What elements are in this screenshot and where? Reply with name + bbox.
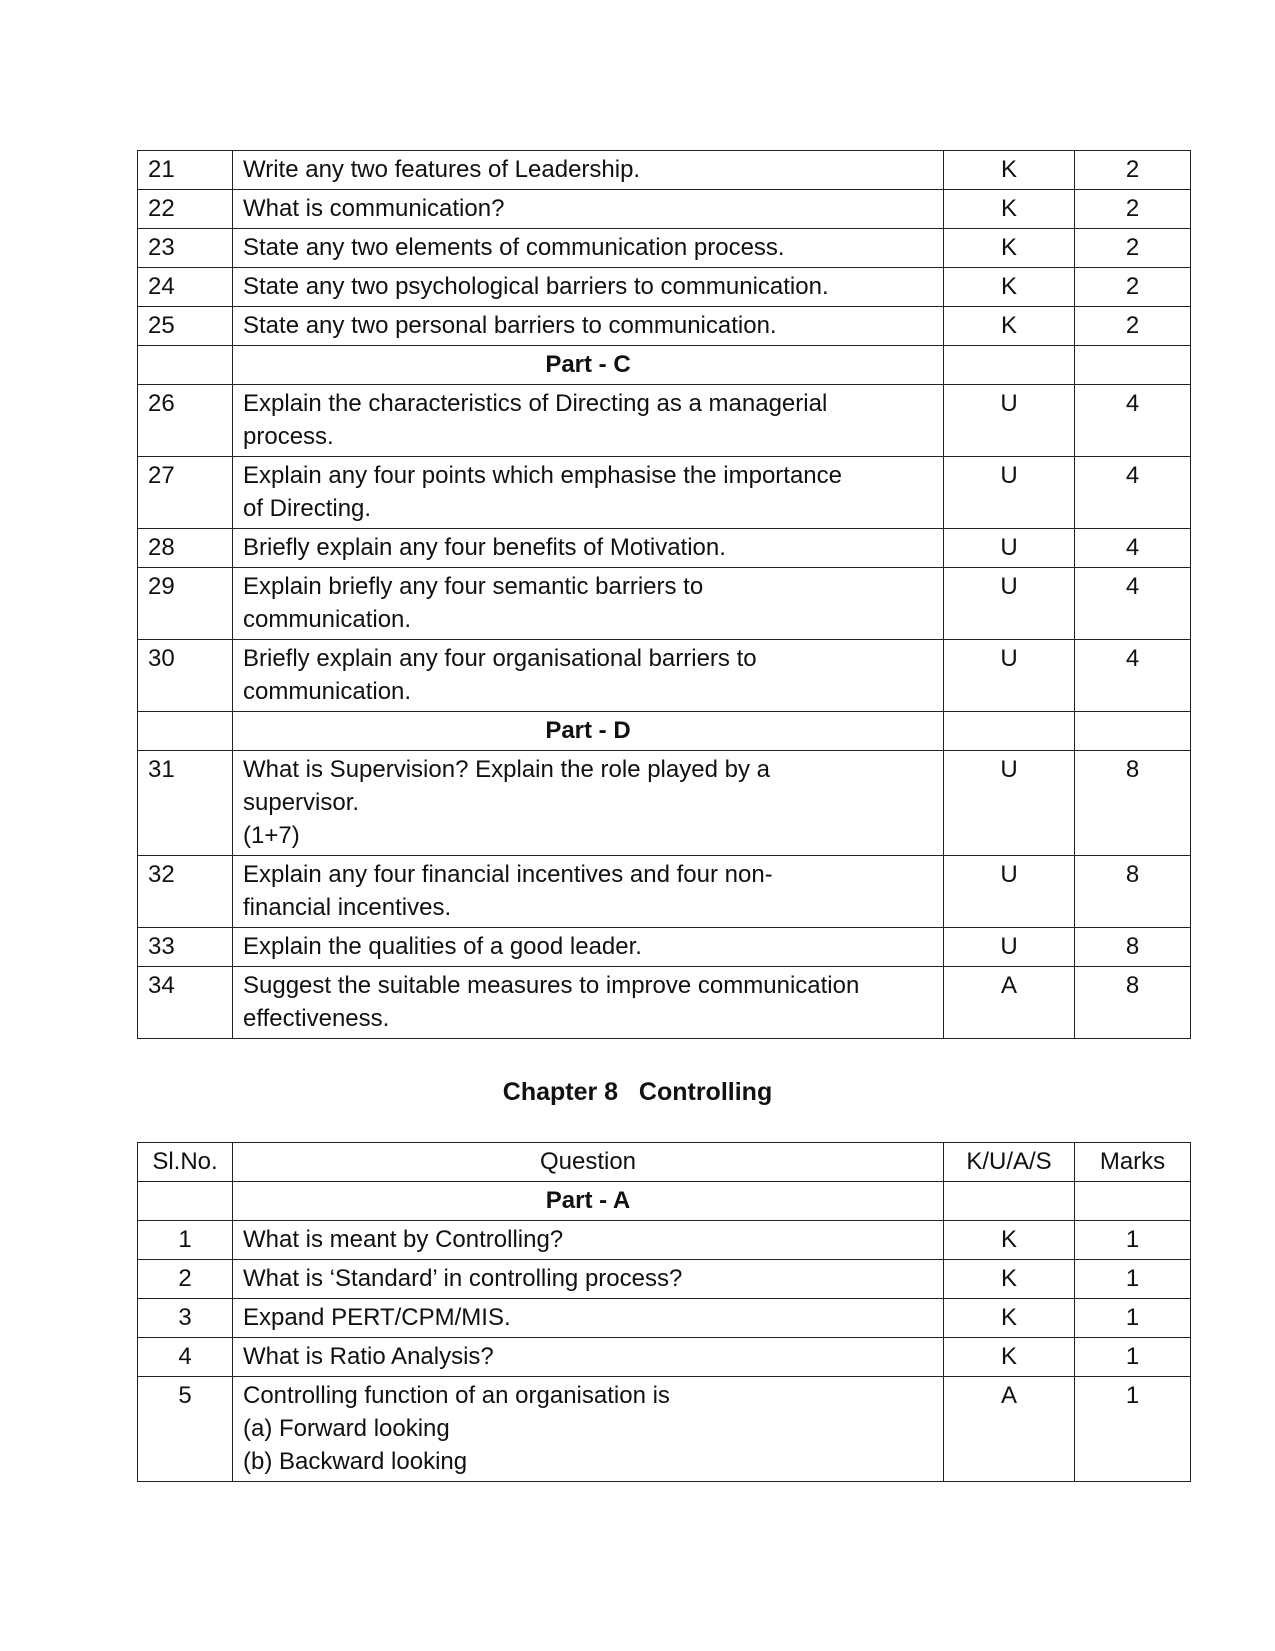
question-text-line: Explain the qualities of a good leader. (243, 933, 642, 960)
question-marks: 2 (1075, 190, 1191, 229)
question-marks: 2 (1075, 307, 1191, 346)
question-text (233, 457, 944, 529)
question-text (233, 1299, 944, 1338)
table-row (138, 1377, 1191, 1482)
table-row (138, 1221, 1191, 1260)
question-text (233, 1338, 944, 1377)
header-marks: Marks (1075, 1143, 1191, 1182)
question-marks: 1 (1075, 1299, 1191, 1338)
question-text (233, 385, 944, 457)
question-number: 24 (138, 268, 233, 307)
question-text-line: Controlling function of an organisation is (243, 1382, 670, 1409)
question-text-line: Suggest the suitable measures to improve communication (243, 972, 860, 999)
question-marks: 8 (1075, 856, 1191, 928)
question-text (233, 229, 944, 268)
table-row (138, 151, 1191, 190)
question-kuas: K (944, 1299, 1075, 1338)
question-marks: 8 (1075, 928, 1191, 967)
question-text (233, 307, 944, 346)
question-text (233, 640, 944, 712)
table-row (138, 967, 1191, 1039)
question-marks: 8 (1075, 751, 1191, 856)
part-heading-row (138, 712, 1191, 751)
question-kuas: K (944, 229, 1075, 268)
question-text-line: Write any two features of Leadership. (243, 156, 641, 183)
part-marks-cell (1075, 1182, 1191, 1221)
table-row (138, 229, 1191, 268)
part-heading-row (138, 1182, 1191, 1221)
question-kuas: A (944, 967, 1075, 1039)
header-row (138, 1143, 1191, 1182)
question-text (233, 856, 944, 928)
table-row (138, 856, 1191, 928)
question-table-chapter-8 (137, 1142, 1191, 1482)
question-kuas: U (944, 529, 1075, 568)
part-marks-cell (1075, 346, 1191, 385)
question-number: 4 (138, 1338, 233, 1377)
question-marks: 4 (1075, 457, 1191, 529)
question-kuas: K (944, 151, 1075, 190)
question-text-line: (1+7) (243, 822, 300, 849)
part-kuas-cell (944, 346, 1075, 385)
part-marks-cell (1075, 712, 1191, 751)
question-marks: 4 (1075, 568, 1191, 640)
question-text-line: What is Ratio Analysis? (243, 1343, 494, 1370)
question-kuas: U (944, 751, 1075, 856)
question-text-line: (a) Forward looking (243, 1415, 450, 1442)
table-row (138, 928, 1191, 967)
question-kuas: K (944, 268, 1075, 307)
table-row (138, 1299, 1191, 1338)
header-question: Question (233, 1143, 944, 1182)
question-number: 34 (138, 967, 233, 1039)
question-marks: 1 (1075, 1377, 1191, 1482)
question-text-line: Explain briefly any four semantic barriers to (243, 573, 704, 600)
table-row (138, 529, 1191, 568)
question-marks: 1 (1075, 1221, 1191, 1260)
question-table-body (138, 151, 1191, 1039)
question-number: 3 (138, 1299, 233, 1338)
question-text (233, 751, 944, 856)
question-text-line: Briefly explain any four organisational barriers to (243, 645, 757, 672)
question-text-line: State any two psychological barriers to communication. (243, 273, 829, 300)
question-kuas: U (944, 928, 1075, 967)
question-text (233, 928, 944, 967)
part-title: Part - C (233, 346, 944, 385)
question-text-line: State any two personal barriers to communication. (243, 312, 777, 339)
question-text (233, 967, 944, 1039)
question-marks: 1 (1075, 1260, 1191, 1299)
question-text-line: effectiveness. (243, 1005, 390, 1032)
question-kuas: K (944, 190, 1075, 229)
table-row (138, 640, 1191, 712)
question-text-line: financial incentives. (243, 894, 452, 921)
question-text-line: supervisor. (243, 789, 360, 816)
question-kuas: K (944, 1221, 1075, 1260)
question-number: 33 (138, 928, 233, 967)
question-number: 28 (138, 529, 233, 568)
table-row (138, 568, 1191, 640)
question-text-line: of Directing. (243, 495, 372, 522)
table-row (138, 385, 1191, 457)
header-sl-no: Sl.No. (138, 1143, 233, 1182)
part-heading-row (138, 346, 1191, 385)
question-text-line: Expand PERT/CPM/MIS. (243, 1304, 511, 1331)
question-marks: 2 (1075, 268, 1191, 307)
part-title: Part - A (233, 1182, 944, 1221)
question-number: 1 (138, 1221, 233, 1260)
table-row (138, 307, 1191, 346)
question-text (233, 1260, 944, 1299)
table-row (138, 1338, 1191, 1377)
table-row (138, 268, 1191, 307)
question-text-line: What is ‘Standard’ in controlling process? (243, 1265, 683, 1292)
question-marks: 4 (1075, 529, 1191, 568)
question-kuas: U (944, 640, 1075, 712)
question-kuas: U (944, 568, 1075, 640)
question-text (233, 568, 944, 640)
question-number: 29 (138, 568, 233, 640)
question-kuas: U (944, 385, 1075, 457)
question-text-line: Explain any four points which emphasise the importance (243, 462, 842, 489)
question-text-line: What is Supervision? Explain the role played by a (243, 756, 770, 783)
question-text (233, 1221, 944, 1260)
question-table-chapter-7 (137, 150, 1191, 1039)
question-text-line: communication. (243, 678, 412, 705)
question-number: 30 (138, 640, 233, 712)
part-no-cell (138, 712, 233, 751)
table-row (138, 457, 1191, 529)
question-number: 21 (138, 151, 233, 190)
question-kuas: U (944, 856, 1075, 928)
table-row (138, 190, 1191, 229)
question-number: 22 (138, 190, 233, 229)
question-text (233, 1377, 944, 1482)
question-number: 23 (138, 229, 233, 268)
question-text-line: communication. (243, 606, 412, 633)
question-text (233, 529, 944, 568)
question-number: 31 (138, 751, 233, 856)
question-number: 27 (138, 457, 233, 529)
question-text-line: Explain the characteristics of Directing as a managerial (243, 390, 828, 417)
question-marks: 2 (1075, 151, 1191, 190)
question-marks: 4 (1075, 385, 1191, 457)
chapter-title: Chapter 8 Controlling (502, 1078, 773, 1106)
question-text-line: What is meant by Controlling? (243, 1226, 564, 1253)
question-text-line: Explain any four financial incentives and four non- (243, 861, 773, 888)
part-title: Part - D (233, 712, 944, 751)
question-number: 25 (138, 307, 233, 346)
question-text-line: (b) Backward looking (243, 1448, 468, 1475)
question-text-line: What is communication? (243, 195, 505, 222)
question-text (233, 190, 944, 229)
question-kuas: K (944, 1338, 1075, 1377)
question-number: 5 (138, 1377, 233, 1482)
question-text (233, 268, 944, 307)
question-table-body (138, 1182, 1191, 1482)
question-kuas: K (944, 307, 1075, 346)
question-kuas: U (944, 457, 1075, 529)
header-kuas: K/U/A/S (944, 1143, 1075, 1182)
question-text (233, 151, 944, 190)
question-marks: 4 (1075, 640, 1191, 712)
table-row (138, 1260, 1191, 1299)
part-no-cell (138, 1182, 233, 1221)
question-number: 2 (138, 1260, 233, 1299)
part-no-cell (138, 346, 233, 385)
question-text-line: Briefly explain any four benefits of Motivation. (243, 534, 726, 561)
question-kuas: K (944, 1260, 1075, 1299)
part-kuas-cell (944, 1182, 1075, 1221)
question-number: 32 (138, 856, 233, 928)
table-row (138, 751, 1191, 856)
question-number: 26 (138, 385, 233, 457)
question-text-line: State any two elements of communication process. (243, 234, 785, 261)
question-kuas: A (944, 1377, 1075, 1482)
part-kuas-cell (944, 712, 1075, 751)
question-marks: 1 (1075, 1338, 1191, 1377)
question-marks: 8 (1075, 967, 1191, 1039)
question-marks: 2 (1075, 229, 1191, 268)
table-header (138, 1143, 1191, 1182)
question-text-line: process. (243, 423, 334, 450)
